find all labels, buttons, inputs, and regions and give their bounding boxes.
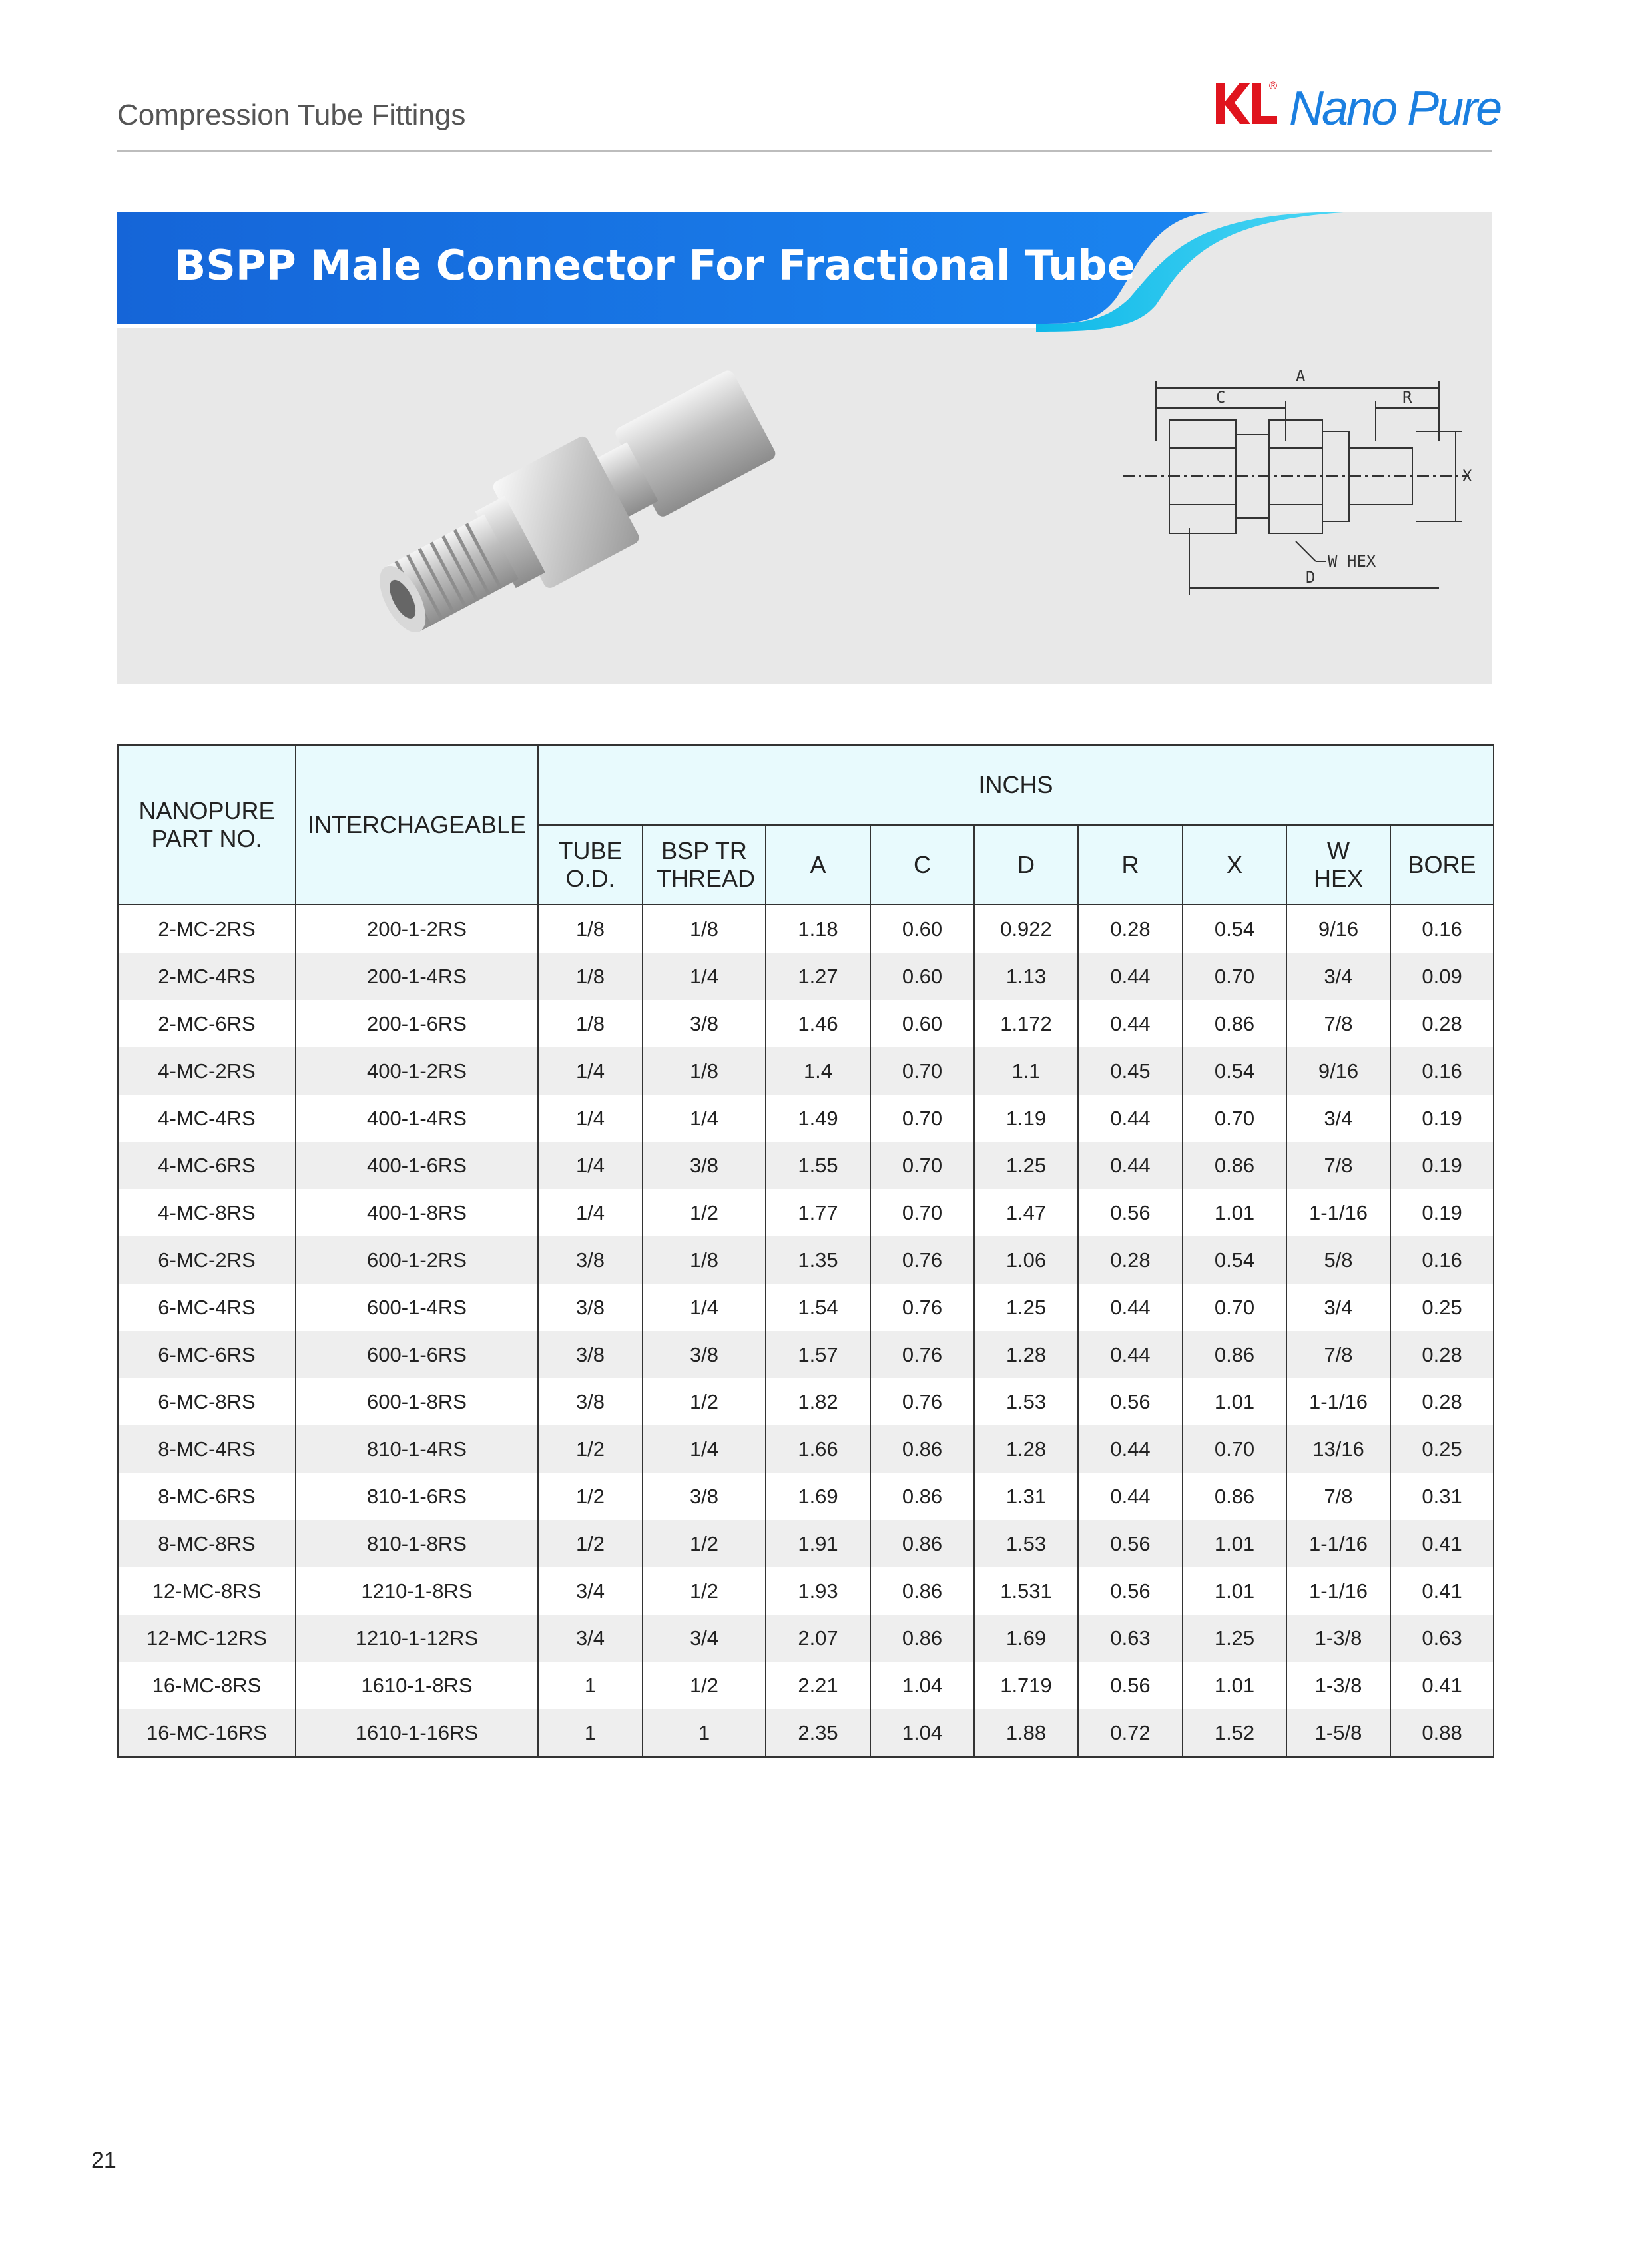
cell-c: 0.86 xyxy=(870,1615,974,1662)
cell-c: 0.76 xyxy=(870,1236,974,1284)
header-a: A xyxy=(766,825,870,905)
cell-w-hex: 1-1/16 xyxy=(1286,1189,1390,1236)
cell-c: 0.70 xyxy=(870,1047,974,1095)
cell-w-hex: 9/16 xyxy=(1286,1047,1390,1095)
cell-tube-od: 1/4 xyxy=(538,1142,643,1189)
cell-x: 1.01 xyxy=(1183,1189,1286,1236)
cell-bsp-thread: 1 xyxy=(643,1709,766,1757)
cell-interchangeable: 400-1-6RS xyxy=(296,1142,538,1189)
cell-r: 0.44 xyxy=(1078,1000,1183,1047)
cell-r: 0.44 xyxy=(1078,1473,1183,1520)
cell-d: 1.47 xyxy=(974,1189,1078,1236)
cell-bore: 0.28 xyxy=(1390,1000,1494,1047)
cell-bore: 0.25 xyxy=(1390,1284,1494,1331)
cell-bore: 0.19 xyxy=(1390,1095,1494,1142)
cell-tube-od: 1/2 xyxy=(538,1425,643,1473)
cell-w-hex: 7/8 xyxy=(1286,1473,1390,1520)
table-row xyxy=(118,1095,1494,1142)
cell-c: 0.60 xyxy=(870,1000,974,1047)
cell-part-no: 4-MC-2RS xyxy=(118,1047,296,1095)
cell-w-hex: 5/8 xyxy=(1286,1236,1390,1284)
cell-r: 0.56 xyxy=(1078,1662,1183,1709)
cell-x: 0.70 xyxy=(1183,1425,1286,1473)
cell-part-no: 16-MC-8RS xyxy=(118,1662,296,1709)
cell-a: 2.07 xyxy=(766,1615,870,1662)
cell-a: 1.4 xyxy=(766,1047,870,1095)
table-row xyxy=(118,1567,1494,1615)
cell-d: 1.25 xyxy=(974,1284,1078,1331)
cell-bore: 0.19 xyxy=(1390,1189,1494,1236)
table-row xyxy=(118,1236,1494,1284)
cell-c: 0.76 xyxy=(870,1331,974,1378)
cell-interchangeable: 400-1-4RS xyxy=(296,1095,538,1142)
header-d: D xyxy=(974,825,1078,905)
cell-bore: 0.16 xyxy=(1390,1236,1494,1284)
cell-r: 0.72 xyxy=(1078,1709,1183,1757)
cell-x: 1.01 xyxy=(1183,1662,1286,1709)
cell-part-no: 4-MC-4RS xyxy=(118,1095,296,1142)
cell-d: 1.53 xyxy=(974,1520,1078,1567)
cell-a: 1.18 xyxy=(766,905,870,953)
cell-bsp-thread: 1/2 xyxy=(643,1378,766,1425)
table-row xyxy=(118,1047,1494,1095)
cell-bore: 0.25 xyxy=(1390,1425,1494,1473)
cell-r: 0.56 xyxy=(1078,1189,1183,1236)
cell-tube-od: 1/2 xyxy=(538,1473,643,1520)
label-d: D xyxy=(1306,568,1316,587)
header-units: INCHS xyxy=(538,745,1494,825)
cell-w-hex: 7/8 xyxy=(1286,1331,1390,1378)
cell-tube-od: 1/8 xyxy=(538,905,643,953)
table-row xyxy=(118,1662,1494,1709)
cell-interchangeable: 200-1-4RS xyxy=(296,953,538,1000)
cell-r: 0.56 xyxy=(1078,1378,1183,1425)
cell-x: 0.86 xyxy=(1183,1000,1286,1047)
cell-a: 1.54 xyxy=(766,1284,870,1331)
cell-c: 0.60 xyxy=(870,905,974,953)
cell-d: 0.922 xyxy=(974,905,1078,953)
cell-x: 1.25 xyxy=(1183,1615,1286,1662)
cell-part-no: 4-MC-6RS xyxy=(118,1142,296,1189)
section-title: Compression Tube Fittings xyxy=(117,99,466,131)
cell-w-hex: 3/4 xyxy=(1286,1284,1390,1331)
cell-bsp-thread: 1/4 xyxy=(643,1095,766,1142)
cell-w-hex: 7/8 xyxy=(1286,1000,1390,1047)
cell-interchangeable: 1610-1-16RS xyxy=(296,1709,538,1757)
label-x: X xyxy=(1462,467,1472,485)
cell-bsp-thread: 1/8 xyxy=(643,1047,766,1095)
cell-interchangeable: 600-1-6RS xyxy=(296,1331,538,1378)
cell-d: 1.1 xyxy=(974,1047,1078,1095)
cell-c: 0.86 xyxy=(870,1425,974,1473)
cell-c: 0.86 xyxy=(870,1520,974,1567)
cell-tube-od: 1/8 xyxy=(538,1000,643,1047)
cell-part-no: 8-MC-4RS xyxy=(118,1425,296,1473)
cell-r: 0.44 xyxy=(1078,1331,1183,1378)
header-bore: BORE xyxy=(1390,825,1494,905)
cell-d: 1.13 xyxy=(974,953,1078,1000)
cell-bsp-thread: 3/8 xyxy=(643,1000,766,1047)
cell-d: 1.19 xyxy=(974,1095,1078,1142)
cell-bsp-thread: 3/4 xyxy=(643,1615,766,1662)
cell-part-no: 4-MC-8RS xyxy=(118,1189,296,1236)
header-bsp-thread: BSP TR THREAD xyxy=(643,825,766,905)
cell-interchangeable: 1610-1-8RS xyxy=(296,1662,538,1709)
cell-tube-od: 3/8 xyxy=(538,1284,643,1331)
cell-interchangeable: 400-1-2RS xyxy=(296,1047,538,1095)
table-row xyxy=(118,1378,1494,1425)
cell-part-no: 2-MC-6RS xyxy=(118,1000,296,1047)
cell-bore: 0.16 xyxy=(1390,905,1494,953)
cell-d: 1.172 xyxy=(974,1000,1078,1047)
cell-a: 1.82 xyxy=(766,1378,870,1425)
cell-c: 1.04 xyxy=(870,1662,974,1709)
cell-x: 0.86 xyxy=(1183,1331,1286,1378)
cell-c: 0.70 xyxy=(870,1189,974,1236)
cell-x: 0.70 xyxy=(1183,1284,1286,1331)
table-row xyxy=(118,1473,1494,1520)
cell-w-hex: 1-1/16 xyxy=(1286,1378,1390,1425)
cell-interchangeable: 810-1-4RS xyxy=(296,1425,538,1473)
product-banner xyxy=(117,212,1492,684)
cell-r: 0.44 xyxy=(1078,1142,1183,1189)
table-row xyxy=(118,1709,1494,1757)
cell-interchangeable: 400-1-8RS xyxy=(296,1189,538,1236)
cell-d: 1.28 xyxy=(974,1331,1078,1378)
cell-r: 0.44 xyxy=(1078,1284,1183,1331)
cell-bore: 0.41 xyxy=(1390,1520,1494,1567)
header-r: R xyxy=(1078,825,1183,905)
cell-tube-od: 1/4 xyxy=(538,1095,643,1142)
cell-c: 0.70 xyxy=(870,1142,974,1189)
cell-c: 0.70 xyxy=(870,1095,974,1142)
cell-d: 1.25 xyxy=(974,1142,1078,1189)
cell-part-no: 12-MC-12RS xyxy=(118,1615,296,1662)
cell-d: 1.88 xyxy=(974,1709,1078,1757)
cell-interchangeable: 1210-1-12RS xyxy=(296,1615,538,1662)
cell-a: 2.21 xyxy=(766,1662,870,1709)
table-row xyxy=(118,1331,1494,1378)
cell-tube-od: 1/8 xyxy=(538,953,643,1000)
dimensions-table xyxy=(117,744,1494,1758)
cell-bore: 0.19 xyxy=(1390,1142,1494,1189)
cell-x: 0.54 xyxy=(1183,905,1286,953)
cell-d: 1.28 xyxy=(974,1425,1078,1473)
cell-d: 1.06 xyxy=(974,1236,1078,1284)
cell-r: 0.28 xyxy=(1078,1236,1183,1284)
cell-bore: 0.16 xyxy=(1390,1047,1494,1095)
cell-r: 0.44 xyxy=(1078,1425,1183,1473)
cell-r: 0.44 xyxy=(1078,953,1183,1000)
cell-x: 0.86 xyxy=(1183,1142,1286,1189)
label-a: A xyxy=(1296,367,1306,385)
cell-part-no: 6-MC-4RS xyxy=(118,1284,296,1331)
cell-d: 1.719 xyxy=(974,1662,1078,1709)
label-c: C xyxy=(1216,388,1226,407)
cell-x: 0.86 xyxy=(1183,1473,1286,1520)
cell-bsp-thread: 3/8 xyxy=(643,1331,766,1378)
cell-part-no: 6-MC-6RS xyxy=(118,1331,296,1378)
cell-part-no: 6-MC-8RS xyxy=(118,1378,296,1425)
registered-mark: ® xyxy=(1268,79,1278,92)
cell-r: 0.56 xyxy=(1078,1567,1183,1615)
cell-bsp-thread: 1/2 xyxy=(643,1662,766,1709)
cell-x: 0.70 xyxy=(1183,1095,1286,1142)
dimension-drawing xyxy=(1096,362,1492,641)
cell-bsp-thread: 1/2 xyxy=(643,1567,766,1615)
table-row xyxy=(118,1615,1494,1662)
cell-c: 1.04 xyxy=(870,1709,974,1757)
table-row xyxy=(118,1520,1494,1567)
header-interchangeable: INTERCHAGEABLE xyxy=(296,745,538,905)
fitting-photo xyxy=(337,345,870,678)
cell-w-hex: 9/16 xyxy=(1286,905,1390,953)
cell-bsp-thread: 1/8 xyxy=(643,905,766,953)
cell-bore: 0.88 xyxy=(1390,1709,1494,1757)
brand-name: Nano Pure xyxy=(1289,82,1501,135)
cell-part-no: 16-MC-16RS xyxy=(118,1709,296,1757)
cell-bsp-thread: 1/2 xyxy=(643,1189,766,1236)
cell-x: 1.01 xyxy=(1183,1567,1286,1615)
cell-a: 1.93 xyxy=(766,1567,870,1615)
cell-interchangeable: 600-1-8RS xyxy=(296,1378,538,1425)
cell-x: 1.52 xyxy=(1183,1709,1286,1757)
cell-d: 1.31 xyxy=(974,1473,1078,1520)
cell-x: 0.54 xyxy=(1183,1236,1286,1284)
cell-interchangeable: 810-1-6RS xyxy=(296,1473,538,1520)
label-r: R xyxy=(1402,388,1412,407)
cell-x: 1.01 xyxy=(1183,1520,1286,1567)
cell-bsp-thread: 1/2 xyxy=(643,1520,766,1567)
cell-bore: 0.63 xyxy=(1390,1615,1494,1662)
brand-logo xyxy=(1211,69,1504,136)
cell-bsp-thread: 1/4 xyxy=(643,1284,766,1331)
cell-a: 2.35 xyxy=(766,1709,870,1757)
cell-w-hex: 3/4 xyxy=(1286,953,1390,1000)
cell-r: 0.44 xyxy=(1078,1095,1183,1142)
cell-a: 1.49 xyxy=(766,1095,870,1142)
cell-r: 0.63 xyxy=(1078,1615,1183,1662)
cell-w-hex: 3/4 xyxy=(1286,1095,1390,1142)
cell-w-hex: 1-1/16 xyxy=(1286,1567,1390,1615)
cell-w-hex: 7/8 xyxy=(1286,1142,1390,1189)
cell-a: 1.57 xyxy=(766,1331,870,1378)
cell-a: 1.27 xyxy=(766,953,870,1000)
cell-r: 0.45 xyxy=(1078,1047,1183,1095)
cell-bore: 0.41 xyxy=(1390,1567,1494,1615)
cell-part-no: 8-MC-8RS xyxy=(118,1520,296,1567)
cell-tube-od: 3/8 xyxy=(538,1378,643,1425)
page-number: 21 xyxy=(91,2148,117,2173)
cell-part-no: 8-MC-6RS xyxy=(118,1473,296,1520)
cell-interchangeable: 200-1-2RS xyxy=(296,905,538,953)
header-divider xyxy=(117,150,1492,152)
cell-d: 1.53 xyxy=(974,1378,1078,1425)
cell-a: 1.91 xyxy=(766,1520,870,1567)
cell-bsp-thread: 1/8 xyxy=(643,1236,766,1284)
header-part-no: NANOPURE PART NO. xyxy=(118,745,296,905)
header-x: X xyxy=(1183,825,1286,905)
cell-tube-od: 1/4 xyxy=(538,1047,643,1095)
cell-tube-od: 1 xyxy=(538,1662,643,1709)
cell-a: 1.77 xyxy=(766,1189,870,1236)
table-row xyxy=(118,1284,1494,1331)
cell-c: 0.60 xyxy=(870,953,974,1000)
cell-r: 0.56 xyxy=(1078,1520,1183,1567)
cell-a: 1.66 xyxy=(766,1425,870,1473)
cell-x: 1.01 xyxy=(1183,1378,1286,1425)
cell-interchangeable: 200-1-6RS xyxy=(296,1000,538,1047)
cell-c: 0.86 xyxy=(870,1473,974,1520)
cell-tube-od: 3/8 xyxy=(538,1331,643,1378)
cell-part-no: 2-MC-4RS xyxy=(118,953,296,1000)
table-row xyxy=(118,1189,1494,1236)
cell-w-hex: 1-3/8 xyxy=(1286,1615,1390,1662)
cell-interchangeable: 810-1-8RS xyxy=(296,1520,538,1567)
table-row xyxy=(118,905,1494,953)
table-row xyxy=(118,1000,1494,1047)
label-w-hex: W HEX xyxy=(1328,552,1376,571)
cell-a: 1.46 xyxy=(766,1000,870,1047)
cell-bsp-thread: 1/4 xyxy=(643,1425,766,1473)
cell-c: 0.76 xyxy=(870,1284,974,1331)
cell-c: 0.86 xyxy=(870,1567,974,1615)
cell-a: 1.35 xyxy=(766,1236,870,1284)
cell-x: 0.54 xyxy=(1183,1047,1286,1095)
cell-a: 1.69 xyxy=(766,1473,870,1520)
cell-bore: 0.09 xyxy=(1390,953,1494,1000)
cell-interchangeable: 600-1-4RS xyxy=(296,1284,538,1331)
cell-interchangeable: 600-1-2RS xyxy=(296,1236,538,1284)
header-w-hex: W HEX xyxy=(1286,825,1390,905)
cell-w-hex: 1-3/8 xyxy=(1286,1662,1390,1709)
cell-tube-od: 3/4 xyxy=(538,1567,643,1615)
cell-c: 0.76 xyxy=(870,1378,974,1425)
kl-logo-icon xyxy=(1211,76,1284,136)
cell-d: 1.69 xyxy=(974,1615,1078,1662)
cell-part-no: 2-MC-2RS xyxy=(118,905,296,953)
cell-w-hex: 1-1/16 xyxy=(1286,1520,1390,1567)
cell-interchangeable: 1210-1-8RS xyxy=(296,1567,538,1615)
cell-tube-od: 3/8 xyxy=(538,1236,643,1284)
cell-tube-od: 1 xyxy=(538,1709,643,1757)
cell-tube-od: 1/4 xyxy=(538,1189,643,1236)
cell-w-hex: 13/16 xyxy=(1286,1425,1390,1473)
cell-a: 1.55 xyxy=(766,1142,870,1189)
cell-r: 0.28 xyxy=(1078,905,1183,953)
cell-part-no: 6-MC-2RS xyxy=(118,1236,296,1284)
cell-w-hex: 1-5/8 xyxy=(1286,1709,1390,1757)
cell-bsp-thread: 3/8 xyxy=(643,1473,766,1520)
cell-bore: 0.41 xyxy=(1390,1662,1494,1709)
cell-bsp-thread: 1/4 xyxy=(643,953,766,1000)
cell-tube-od: 1/2 xyxy=(538,1520,643,1567)
product-title: BSPP Male Connector For Fractional Tube xyxy=(174,241,1135,290)
table-row xyxy=(118,1142,1494,1189)
cell-part-no: 12-MC-8RS xyxy=(118,1567,296,1615)
cell-bore: 0.28 xyxy=(1390,1378,1494,1425)
cell-bsp-thread: 3/8 xyxy=(643,1142,766,1189)
table-row xyxy=(118,1425,1494,1473)
cell-bore: 0.28 xyxy=(1390,1331,1494,1378)
cell-tube-od: 3/4 xyxy=(538,1615,643,1662)
table-row xyxy=(118,953,1494,1000)
cell-d: 1.531 xyxy=(974,1567,1078,1615)
header-c: C xyxy=(870,825,974,905)
header-tube-od: TUBE O.D. xyxy=(538,825,643,905)
cell-bore: 0.31 xyxy=(1390,1473,1494,1520)
cell-x: 0.70 xyxy=(1183,953,1286,1000)
